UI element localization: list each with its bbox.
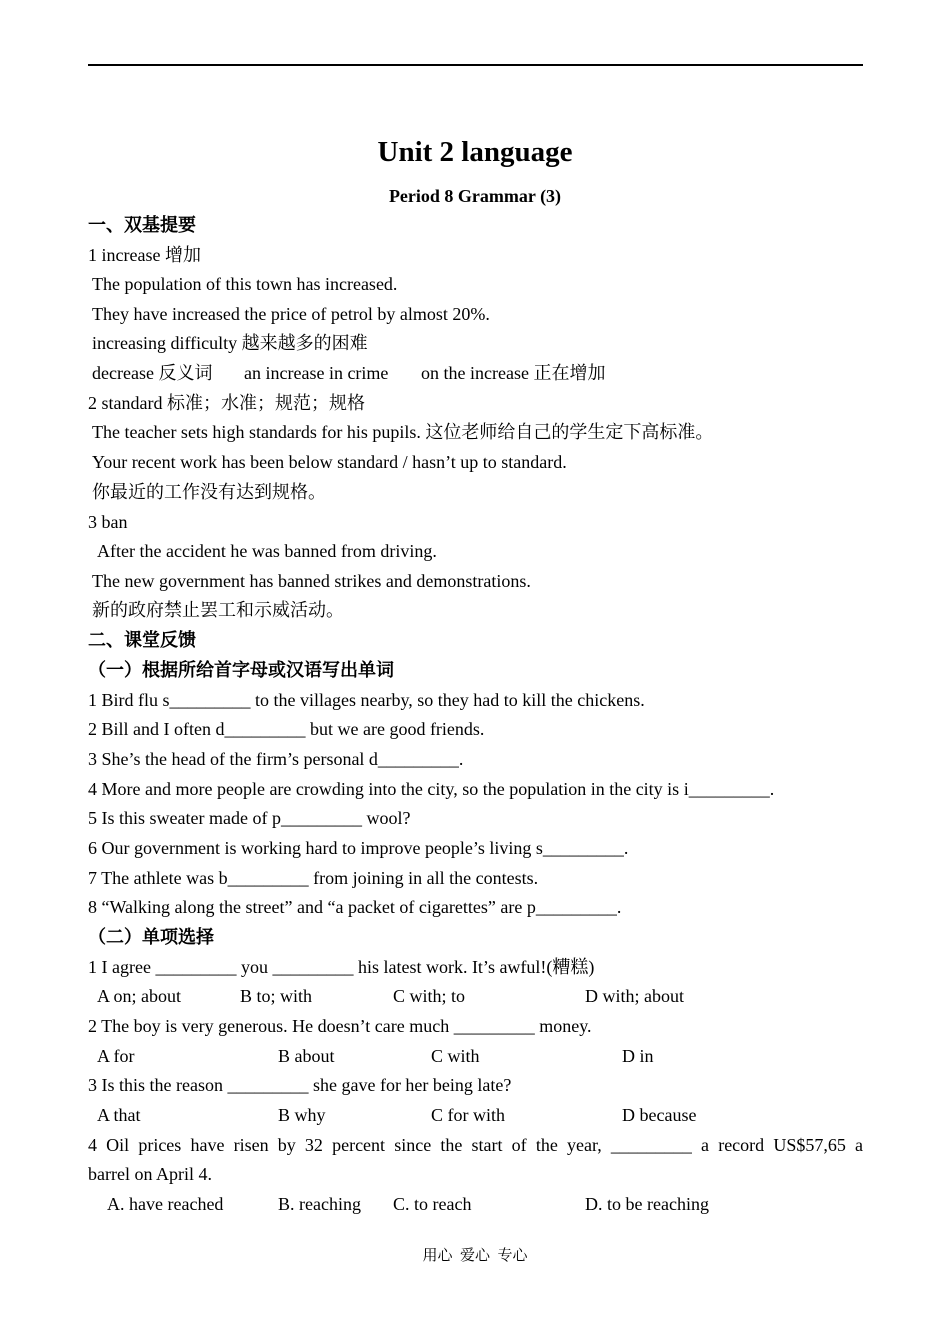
header-rule [88, 64, 863, 66]
mc-question-stem-continued: barrel on April 4. [88, 1164, 212, 1184]
part-heading-multiple-choice: （二）单项选择 [88, 927, 214, 947]
example-line: Your recent work has been below standard / hasn’t up to standard. [92, 452, 567, 472]
fill-question: 5 Is this sweater made of p_________ wool? [88, 808, 411, 828]
example-line: The teacher sets high standards for his pupils. 这位老师给自己的学生定下高标准。 [92, 422, 714, 442]
section-heading-feedback: 二、课堂反馈 [88, 630, 196, 650]
fill-question: 3 She’s the head of the firm’s personal d_________. [88, 749, 464, 769]
page-footer: 用心 爱心 专心 [422, 1248, 528, 1264]
example-line: increasing difficulty 越来越多的困难 [92, 333, 368, 353]
example-line: The new government has banned strikes and demonstrations. [92, 571, 531, 591]
mc-option: B why [278, 1105, 326, 1125]
mc-option: B to; with [240, 986, 313, 1006]
example-line: 新的政府禁止罢工和示威活动。 [92, 600, 344, 620]
related-word: decrease 反义词 [92, 363, 213, 383]
vocab-head-standard: 2 standard 标准；水准；规范；规格 [88, 393, 365, 413]
fill-question: 6 Our government is working hard to improve people’s living s_________. [88, 838, 629, 858]
related-word: on the increase 正在增加 [421, 363, 606, 383]
mc-question-stem: 3 Is this the reason _________ she gave for her being late? [88, 1075, 512, 1095]
mc-option: C with; to [393, 986, 466, 1006]
page-subtitle: Period 8 Grammar (3) [388, 186, 562, 206]
fill-question: 8 “Walking along the street” and “a packet of cigarettes” are p_________. [88, 897, 622, 917]
mc-option: D. to be reaching [585, 1194, 709, 1214]
mc-question-stem: 1 I agree _________ you _________ his latest work. It’s awful!(糟糕) [88, 957, 595, 977]
vocab-head-ban: 3 ban [88, 512, 128, 532]
part-heading-fill-words: （一）根据所给首字母或汉语写出单词 [88, 660, 394, 680]
example-line: After the accident he was banned from driving. [97, 541, 437, 561]
example-line: They have increased the price of petrol by almost 20%. [92, 304, 490, 324]
mc-option: B about [278, 1046, 335, 1066]
vocab-head-increase: 1 increase 增加 [88, 245, 201, 265]
mc-option: C. to reach [393, 1194, 472, 1214]
fill-question: 1 Bird flu s_________ to the villages nearby, so they had to kill the chickens. [88, 690, 645, 710]
mc-option: C for with [431, 1105, 505, 1125]
mc-option: D in [622, 1046, 654, 1066]
section-heading-basics: 一、双基提要 [88, 215, 196, 235]
example-line: The population of this town has increased. [92, 274, 398, 294]
related-word: an increase in crime [244, 363, 389, 383]
page-title: Unit 2 language [377, 136, 573, 168]
mc-option: D with; about [585, 986, 684, 1006]
mc-option: A for [97, 1046, 135, 1066]
mc-question-stem: 2 The boy is very generous. He doesn’t care much _________ money. [88, 1016, 592, 1036]
mc-option: C with [431, 1046, 480, 1066]
fill-question: 7 The athlete was b_________ from joining in all the contests. [88, 868, 539, 888]
mc-question-stem: 4 Oil prices have risen by 32 percent since the start of the year, _________ a record US$57,65 a [88, 1135, 863, 1155]
mc-option: D because [622, 1105, 697, 1125]
mc-option: A. have reached [107, 1194, 224, 1214]
fill-question: 4 More and more people are crowding into the city, so the population in the city is i_________. [88, 779, 775, 799]
mc-option: A on; about [97, 986, 181, 1006]
mc-option: B. reaching [278, 1194, 361, 1214]
mc-option: A that [97, 1105, 141, 1125]
fill-question: 2 Bill and I often d_________ but we are good friends. [88, 719, 485, 739]
example-line: 你最近的工作没有达到规格。 [92, 482, 326, 502]
